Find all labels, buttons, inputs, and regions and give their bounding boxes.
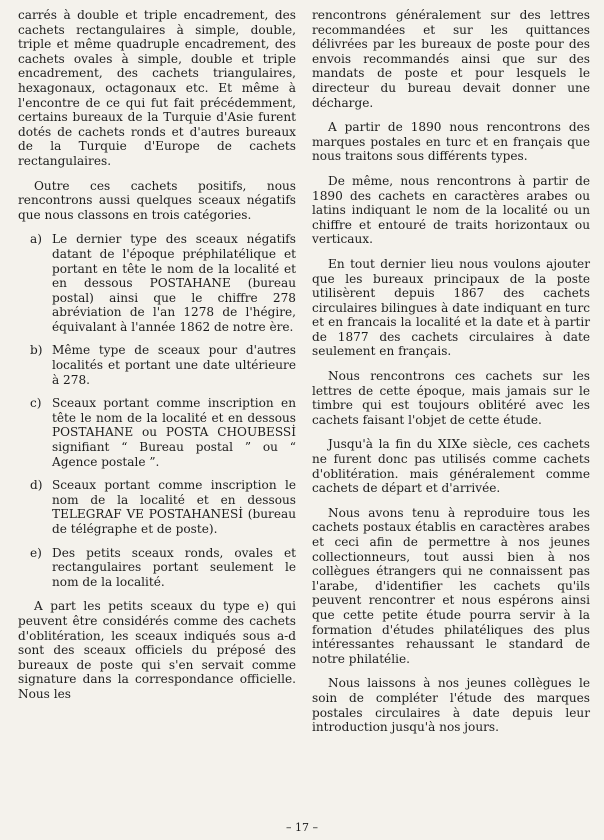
paragraph: Outre ces cachets positifs, nous rencontrons aussi quelques sceaux négatifs que nous classons en trois catégories. bbox=[18, 178, 296, 222]
list-item bbox=[18, 343, 296, 387]
paragraph: Nous laissons à nos jeunes collègues le soin de compléter l'étude des marques postales circulaires à date depuis leur introduction jusqu'à nos jours. bbox=[312, 676, 590, 735]
seal-category-list bbox=[18, 232, 296, 589]
page-number: – 17 – bbox=[286, 821, 318, 834]
paragraph: carrés à double et triple encadrement, des cachets rectangulaires à simple, double, triple et même quadruple encadrement, des cachets ovales à simple, double et triple encadrement, des cachets triangulaires, hexagonaux, octagonaux etc. Et même à l'encontre de ce qui fut fait précédemment, certains bureaux de la Turquie d'Asie furent dotés de cachets ronds et d'autres bureaux de la Turquie d'Europe de cachets rectangulaires. bbox=[18, 8, 296, 168]
list-item bbox=[18, 232, 296, 334]
list-item bbox=[18, 396, 296, 469]
paragraph: De même, nous rencontrons à partir de 1890 des cachets en caractères arabes ou latins indiquant le nom de la localité ou un chiffre et entouré de traits horizontaux ou verticaux. bbox=[312, 173, 590, 247]
list-item bbox=[18, 478, 296, 536]
paragraph: Jusqu'à la fin du XIXe siècle, ces cachets ne furent donc pas utilisés comme cachets d'oblitération. mais généralement comme cachets de départ et d'arrivée. bbox=[312, 437, 590, 496]
list-item-text: Le dernier type des sceaux négatifs datant de l'époque préphilatélique et portant en tête le nom de la localité et en dessous POSTAHANE (bureau postal) ainsi que le chiffre 278 abréviation de l'an 1278 de l'hégire, équivalant à l'année 1862 de notre ère. bbox=[52, 232, 296, 334]
paragraph: A partir de 1890 nous rencontrons des marques postales en turc et en français que nous traitons sous différents types. bbox=[312, 120, 590, 164]
list-item-text: Même type de sceaux pour d'autres localités et portant une date ultérieure à 278. bbox=[52, 343, 296, 387]
paragraph: rencontrons généralement sur des lettres recommandées et sur les quittances délivrées par les bureaux de poste pour des envois recommandés ainsi que sur des mandats de poste et pour lesquels le directeur du bureau devait donner une décharge. bbox=[312, 8, 590, 110]
paragraph: Nous rencontrons ces cachets sur les lettres de cette époque, mais jamais sur le timbre qui est toujours oblitéré avec les cachets faisant l'objet de cette étude. bbox=[312, 369, 590, 427]
list-item bbox=[18, 546, 296, 590]
paragraph: Nous avons tenu à reproduire tous les cachets postaux établis en caractères arabes et ceci afin de permettre à nos jeunes collectionneurs, tout aussi bien à nos collègues étrangers qui ne connaissent pas l'arabe, d'identifier les cachets qu'ils peuvent rencontrer et nous espérons ainsi que cette petite étude pourra servir à la formation d'études philatéliques des plus intéressantes rehaussant le standard de notre philatélie. bbox=[312, 505, 590, 666]
left-column bbox=[18, 8, 296, 745]
paragraph: En tout dernier lieu nous voulons ajouter que les bureaux principaux de la poste utilisèrent depuis 1867 des cachets circulaires bilingues à date indiquant en turc et en francais la localité et la date et à partir de 1877 des cachets circulaires à date seulement en français. bbox=[312, 256, 590, 359]
list-marker: d) bbox=[30, 478, 43, 493]
list-item-text: Sceaux portant comme inscription le nom de la localité et en dessous TELEGRAF VE POSTAHANESİ (bureau de télégraphe et de poste). bbox=[52, 478, 296, 536]
list-marker: b) bbox=[30, 343, 43, 358]
list-item-text: Sceaux portant comme inscription en tête le nom de la localité et en dessous POSTAHANE ou POSTA CHOUBESSİ signifiant “ Bureau postal ” ou “ Agence postale ”. bbox=[52, 396, 296, 469]
list-marker: a) bbox=[30, 232, 42, 247]
list-marker: e) bbox=[30, 545, 42, 560]
list-marker: c) bbox=[30, 396, 42, 411]
paragraph: A part les petits sceaux du type e) qui peuvent être considérés comme des cachets d'oblitération, les sceaux indiqués sous a-d sont des sceaux officiels du préposé des bureaux de poste qui s'en servait comme signature dans la correspondance officielle. Nous les bbox=[18, 599, 296, 701]
right-column bbox=[312, 8, 590, 745]
list-item-text: Des petits sceaux ronds, ovales et rectangulaires portant seulement le nom de la localité. bbox=[52, 545, 296, 589]
text-columns bbox=[18, 8, 590, 745]
